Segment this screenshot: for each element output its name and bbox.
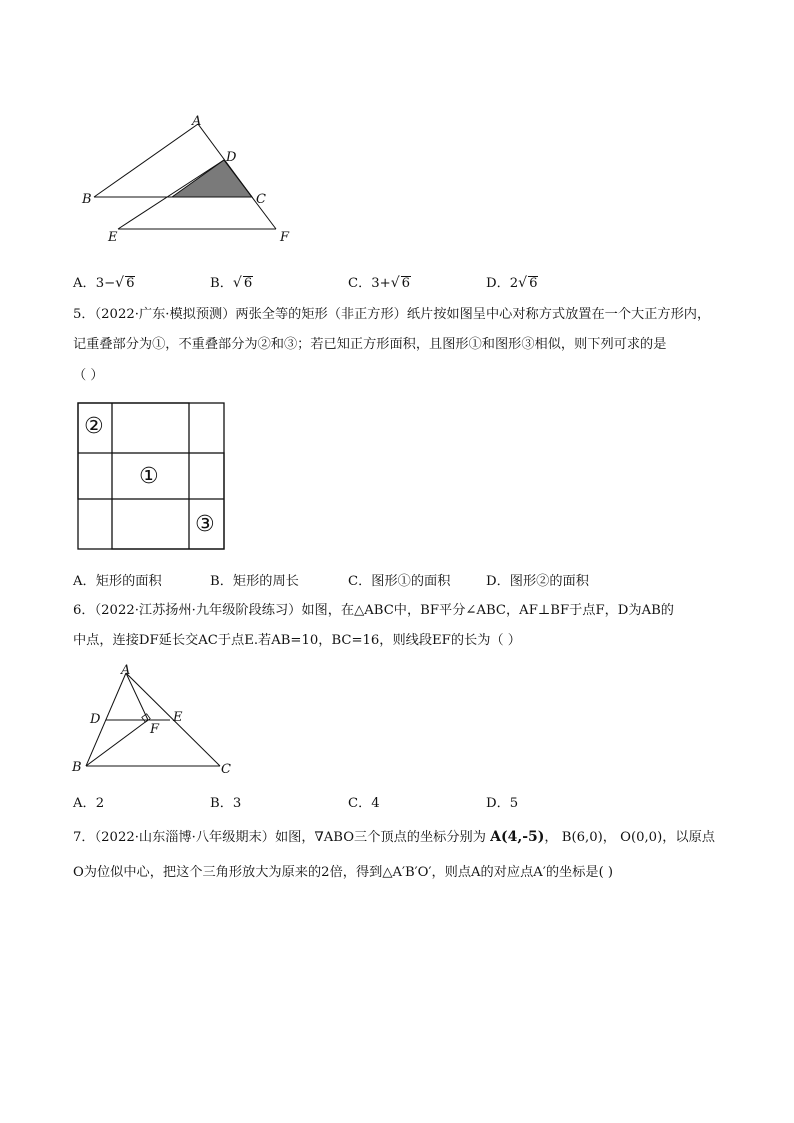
q7-point-o: O(0,0) [620,830,663,845]
q6-option-b: B．3 [210,796,242,811]
q4-label-f: F [280,230,290,245]
q5-option-c: C．图形①的面积 [348,574,451,589]
q6-stem-line2: 中点，连接DF延长交AC于点E.若AB=10，BC=16，则线段EF的长为（ ） [73,633,521,648]
q6-label-e: E [173,710,183,725]
q6-option-c: C．4 [348,796,380,811]
q6-label-f: F [150,722,160,737]
q6-label-a: A [121,663,131,678]
q4-label-d: D [226,150,237,165]
q7-stem-line1: 7．（2022·山东淄博·八年级期末）如图，∇ABO三个顶点的坐标分别为 A(4,-5)， B(6,0)， O(0,0)，以原点 [73,829,715,845]
q5-option-b: B．矩形的周长 [210,574,299,589]
q4-label-b: B [82,192,92,207]
q4-option-d: D．2√ 6 [486,275,538,291]
q6-label-c: C [221,762,231,777]
q4-label-e: E [108,230,118,245]
q6-option-d: D．5 [486,796,519,811]
q4-option-b: B．√ 6 [210,275,253,291]
q6-option-a: A．2 [73,796,105,811]
q4-option-a: A．3−√ 6 [73,275,135,291]
q5-region-three: ③ [195,512,215,537]
q5-option-d: D．图形②的面积 [486,574,589,589]
q7-stem-line2: O为位似中心，把这个三角形放大为原来的2倍，得到△A′B′O′，则点A的对应点A′的坐标是( ) [73,865,614,880]
q6-label-b: B [72,760,82,775]
q5-stem-line2: 记重叠部分为①，不重叠部分为②和③；若已知正方形面积，且图形①和图形③相似，则下列可求的是 [73,337,667,352]
q4-label-c: C [256,192,266,207]
q4-triangle-figure [80,110,300,250]
q5-stem-line3: （ ） [73,368,104,383]
q7-point-b: B(6,0) [561,830,603,845]
shaded-overlap [172,160,252,197]
q6-stem-line1: 6．（2022·江苏扬州·九年级阶段练习）如图，在△ABC中，BF平分∠ABC，AF⊥BF于点F，D为AB的 [73,603,674,618]
q5-region-one: ① [139,464,159,489]
q5-region-two: ② [84,414,104,439]
q5-option-a: A．矩形的面积 [73,574,162,589]
q6-label-d: D [90,712,101,727]
q4-option-c: C．3+√ 6 [348,275,411,291]
q7-point-a: A(4,-5) [490,829,545,845]
q5-stem-line1: 5．（2022·广东·模拟预测）两张全等的矩形（非正方形）纸片按如图呈中心对称方式放置在一个大正方形内， [73,307,711,322]
q4-label-a: A [192,114,202,129]
